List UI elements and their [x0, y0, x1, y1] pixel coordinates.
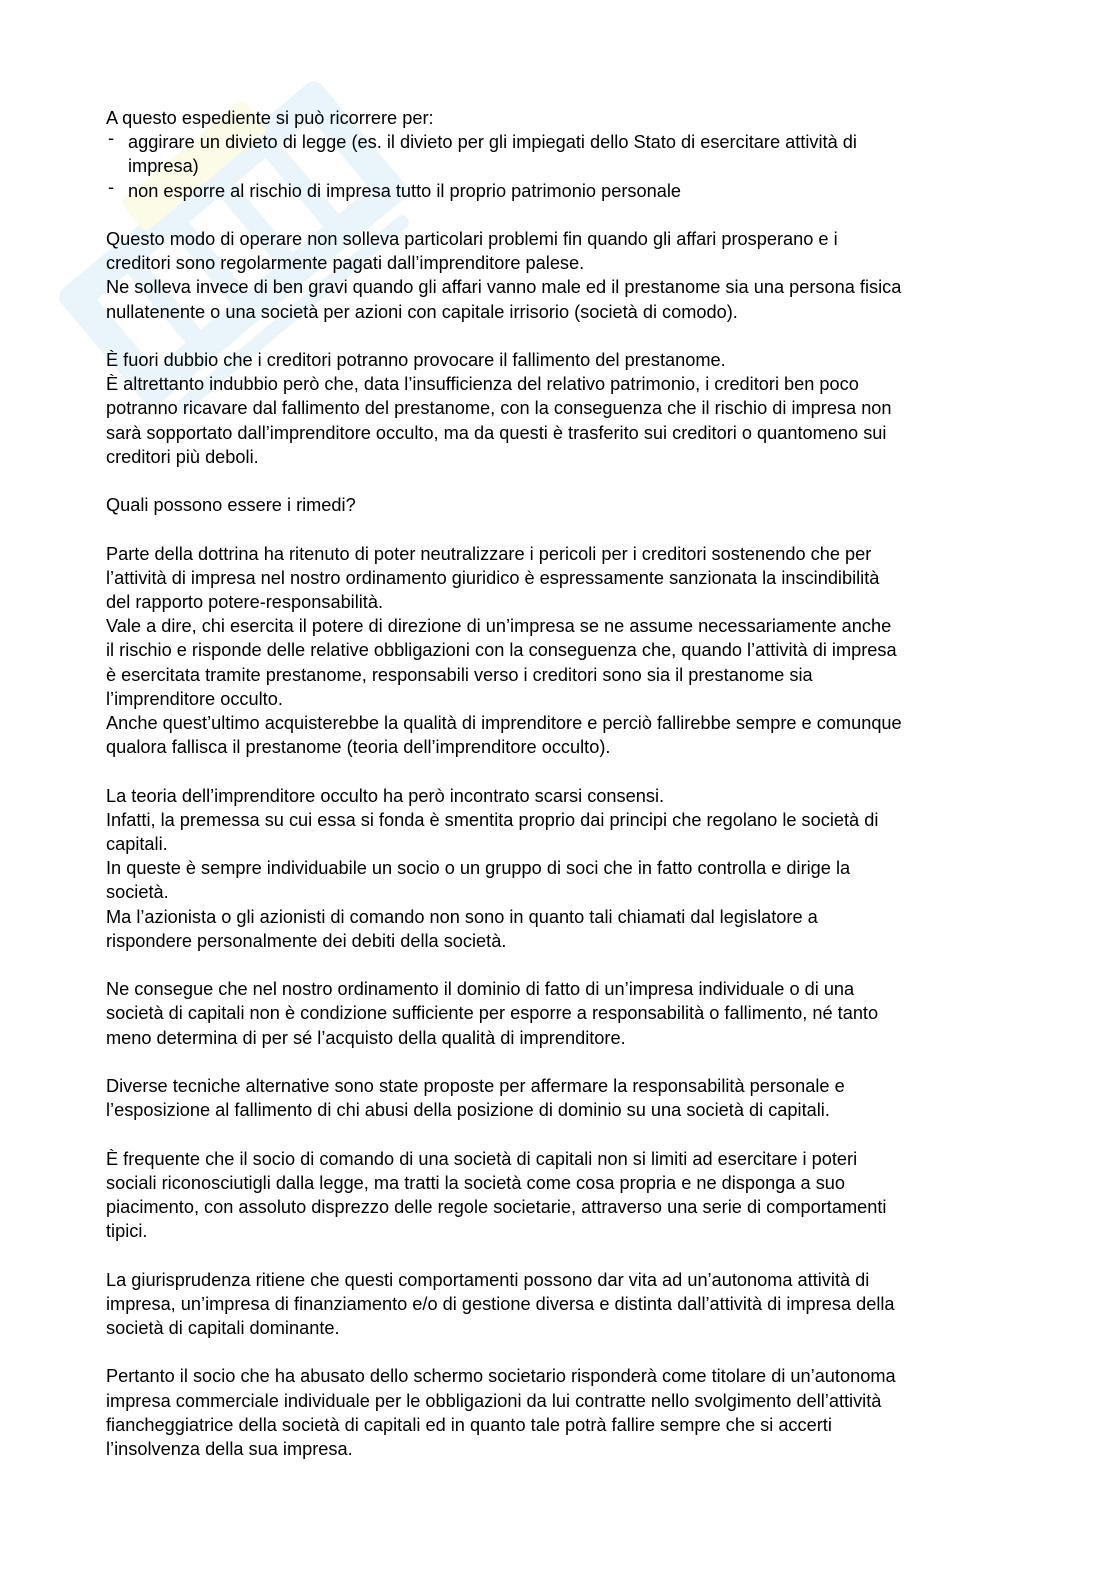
- paragraph-line: La giurisprudenza ritiene che questi comportamenti possono dar vita ad un’autonoma attività di: [106, 1269, 870, 1290]
- paragraph-line: Anche quest’ultimo acquisterebbe la qualità di imprenditore e perciò fallirebbe sempre e comunque: [106, 713, 902, 734]
- paragraph-line: società.: [106, 882, 169, 903]
- paragraph-line: società di capitali dominante.: [106, 1318, 340, 1339]
- paragraph-line: l’insolvenza della sua impresa.: [106, 1439, 353, 1460]
- paragraph: [106, 1268, 1016, 1341]
- list-item-line: - non esporre al rischio di impresa tutto il proprio patrimonio personale: [128, 180, 681, 201]
- paragraph-line: capitali.: [106, 834, 168, 855]
- paragraph-line: Pertanto il socio che ha abusato dello schermo societario risponderà come titolare di un’autonoma: [106, 1366, 896, 1387]
- paragraph-line: tipici.: [106, 1221, 148, 1242]
- paragraph-line: impresa, un’impresa di finanziamento e/o di gestione diversa e distinta dall’attività di impresa della: [106, 1293, 895, 1314]
- paragraph: [106, 1074, 1016, 1122]
- list-item: [106, 130, 1016, 178]
- paragraph-line: fiancheggiatrice della società di capitali ed in quanto tale potrà fallire sempre che si accerti: [106, 1414, 832, 1435]
- paragraph-line: Questo modo di operare non solleva particolari problemi fin quando gli affari prosperano e i: [106, 229, 838, 249]
- paragraph-line: l’attività di impresa nel nostro ordinamento giuridico è espressamente sanzionata la inscindibilità: [106, 567, 880, 588]
- paragraph: [106, 348, 1016, 469]
- paragraph-line: creditori più deboli.: [106, 446, 259, 467]
- paragraph-line: l’imprenditore occulto.: [106, 688, 283, 709]
- list-item-line: impresa): [128, 156, 199, 177]
- paragraph-line: È fuori dubbio che i creditori potranno provocare il fallimento del prestanome.: [106, 350, 726, 370]
- paragraph-line: È frequente che il socio di comando di una società di capitali non si limiti ad esercitare i poteri: [106, 1148, 858, 1169]
- intro-text: [106, 106, 1016, 130]
- paragraph-line: l’esposizione al fallimento di chi abusi della posizione di dominio su una società di capitali.: [106, 1100, 830, 1121]
- paragraph-line: sociali riconosciutigli dalla legge, ma tratti la società come cosa propria e ne disponga a suo: [106, 1172, 846, 1193]
- paragraph: [106, 784, 1016, 953]
- paragraph-line: società di capitali non è condizione sufficiente per esporre a responsabilità o fallimento, né tanto: [106, 1003, 879, 1024]
- paragraph-line: il rischio e risponde delle relative obbligazioni con la conseguenza che, quando l’attività di impresa: [106, 640, 897, 661]
- paragraph-line: Parte della dottrina ha ritenuto di poter neutralizzare i pericoli per i creditori sostenendo che per: [106, 543, 872, 564]
- paragraph-line: del rapporto potere-responsabilità.: [106, 592, 384, 612]
- paragraph-line: rispondere personalmente dei debiti della società.: [106, 930, 507, 951]
- paragraph-line: La teoria dell’imprenditore occulto ha però incontrato scarsi consensi.: [106, 785, 665, 806]
- paragraph-line: piacimento, con assoluto disprezzo delle regole societarie, attraverso una serie di comportamenti: [106, 1197, 887, 1218]
- paragraph-line: creditori sono regolarmente pagati dall’imprenditore palese.: [106, 253, 585, 274]
- list-item: [106, 179, 1016, 203]
- paragraph: [106, 493, 1016, 517]
- paragraph-line: impresa commerciale individuale per le obbligazioni da lui contratte nello svolgimento dell’attività: [106, 1390, 882, 1411]
- paragraph-line: Infatti, la premessa su cui essa si fonda è smentita proprio dai principi che regolano le società di: [106, 809, 879, 830]
- paragraph-line: Diverse tecniche alternative sono state proposte per affermare la responsabilità personale e: [106, 1076, 845, 1097]
- paragraph-line: qualora fallisca il prestanome (teoria dell’imprenditore occulto).: [106, 737, 611, 758]
- paragraph-line: In queste è sempre individuabile un socio o un gruppo di soci che in fatto controlla e dirige la: [106, 858, 851, 879]
- paragraph: [106, 977, 1016, 1050]
- paragraph: [106, 227, 1016, 324]
- paragraph-line: Vale a dire, chi esercita il potere di direzione di un’impresa se ne assume necessariamente anche: [106, 616, 892, 637]
- paragraph: [106, 542, 1016, 760]
- paragraph-line: nullatenente o una società per azioni con capitale irrisorio (società di comodo).: [106, 301, 738, 322]
- paragraph-line: Ne solleva invece di ben gravi quando gli affari vanno male ed il prestanome sia una persona fisica: [106, 277, 902, 298]
- paragraph-line: Quali possono essere i rimedi?: [106, 495, 356, 516]
- paragraph-line: Ma l’azionista o gli azionisti di comando non sono in quanto tali chiamati dal legislatore a: [106, 906, 818, 927]
- paragraph-line: È altrettanto indubbio però che, data l’insufficienza del relativo patrimonio, i creditori ben poco: [106, 374, 859, 395]
- paragraph-line: è esercitata tramite prestanome, responsabili verso i creditori sono sia il prestanome sia: [106, 664, 813, 685]
- paragraph-line: meno determina di per sé l’acquisto della qualità di imprenditore.: [106, 1027, 626, 1048]
- paragraph-line: potranno ricavare dal fallimento del prestanome, con la conseguenza che il rischio di impresa non: [106, 398, 892, 419]
- paragraph-line: sarà sopportato dall’imprenditore occulto, ma da questi è trasferito sui creditori o quantomeno sui: [106, 422, 887, 443]
- bullet-list: [106, 130, 1016, 203]
- intro-line: A questo espediente si può ricorrere per:: [106, 108, 434, 128]
- list-item-line: - aggirare un divieto di legge (es. il divieto per gli impiegati dello Stato di esercitare attività di: [128, 132, 857, 153]
- paragraph: [106, 1364, 1016, 1461]
- paragraph: [106, 1147, 1016, 1244]
- paragraph-line: Ne consegue che nel nostro ordinamento il dominio di fatto di un’impresa individuale o di una: [106, 979, 855, 1000]
- document-page: [106, 106, 1016, 1485]
